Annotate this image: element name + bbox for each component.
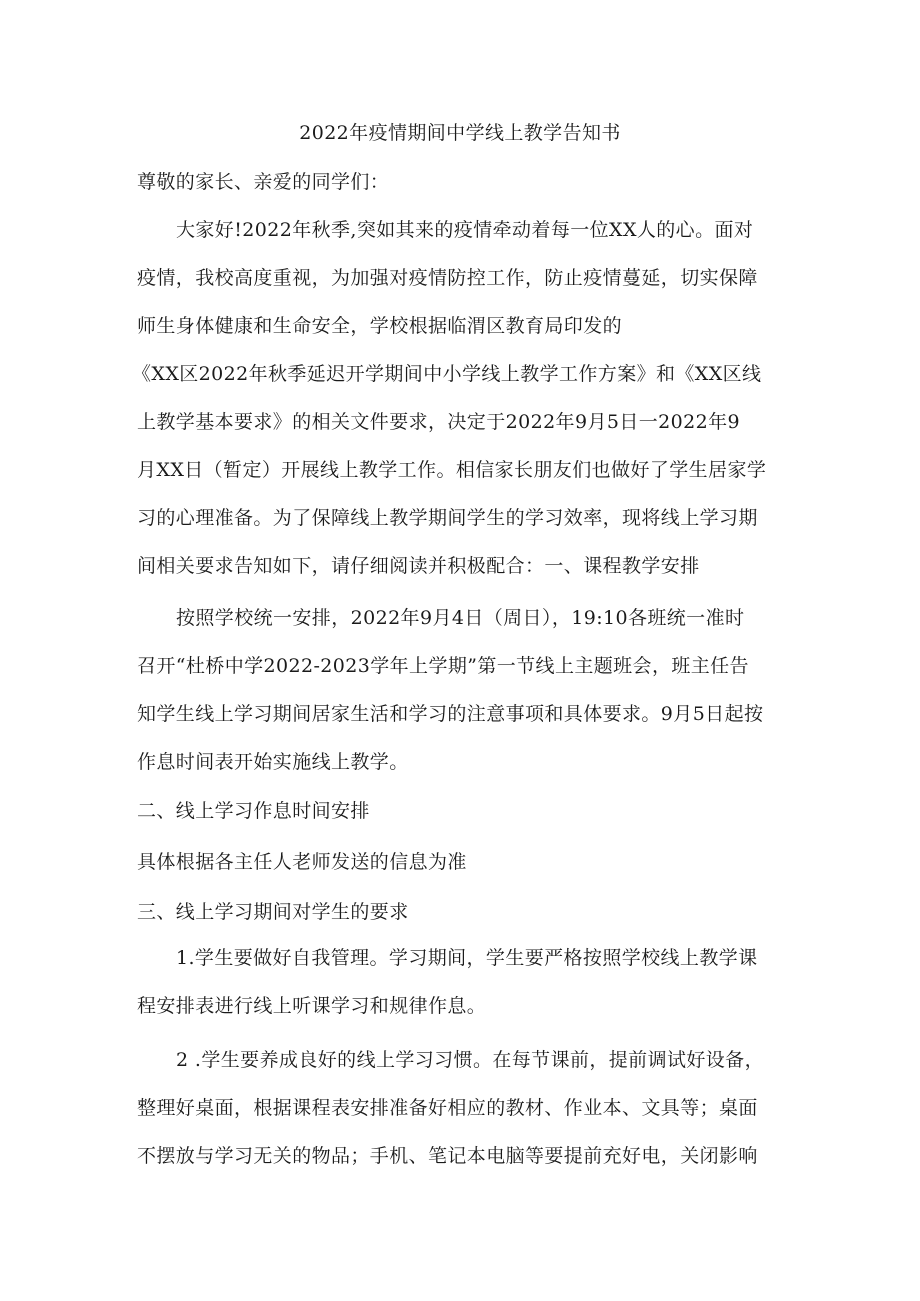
paragraph-line: 作息时间表开始实施线上教学。 <box>137 751 409 773</box>
paragraph-line: 《XX区2022年秋季延迟开学期间中小学线上教学工作方案》和《XX区线 <box>132 363 762 385</box>
paragraph-line: 按照学校统一安排，2022年9月4日（周日），19:10各班统一准时 <box>176 607 745 629</box>
paragraph-line: 疫情，我校高度重视，为加强对疫情防控工作，防止疫情蔓延，切实保障 <box>137 267 758 289</box>
section-heading: 三、线上学习期间对学生的要求 <box>137 901 409 923</box>
paragraph-line: 整理好桌面，根据课程表安排准备好相应的教材、作业本、文具等；桌面 <box>137 1097 758 1119</box>
paragraph-line: 具体根据各主任人老师发送的信息为准 <box>137 851 467 873</box>
paragraph-line: 程安排表进行线上听课学习和规律作息。 <box>137 995 487 1017</box>
document-title: 2022年疫情期间中学线上教学告知书 <box>299 122 621 144</box>
paragraph-line: 习的心理准备。为了保障线上教学期间学生的学习效率，现将线上学习期 <box>137 507 758 529</box>
paragraph-line: 上教学基本要求》的相关文件要求，决定于2022年9月5日一2022年9 <box>137 411 740 433</box>
paragraph-line: 召开“杜桥中学2022-2023学年上学期”第一节线上主题班会，班主任告 <box>137 655 749 677</box>
paragraph-line: 大家好!2022年秋季,突如其来的疫情牵动着每一位XX人的心。面对 <box>176 219 754 241</box>
paragraph-line: 知学生线上学习期间居家生活和学习的注意事项和具体要求。9月5日起按 <box>137 703 764 725</box>
paragraph-line: 月XX日（暂定）开展线上教学工作。相信家长朋友们也做好了学生居家学 <box>137 459 767 481</box>
paragraph-line: 1.学生要做好自我管理。学习期间，学生要严格按照学校线上教学课 <box>176 947 758 969</box>
greeting-line: 尊敬的家长、亲爱的同学们： <box>137 171 390 193</box>
section-heading: 二、线上学习作息时间安排 <box>137 800 370 822</box>
paragraph-line: 不摆放与学习无关的物品；手机、笔记本电脑等要提前充好电，关闭影响 <box>137 1145 758 1167</box>
paragraph-line: 2 .学生要养成良好的线上学习习惯。在每节课前，提前调试好设备， <box>176 1049 764 1071</box>
paragraph-line: 间相关要求告知如下，请仔细阅读并积极配合：一、课程教学安排 <box>137 555 700 577</box>
paragraph-line: 师生身体健康和生命安全，学校根据临渭区教育局印发的 <box>137 315 623 337</box>
